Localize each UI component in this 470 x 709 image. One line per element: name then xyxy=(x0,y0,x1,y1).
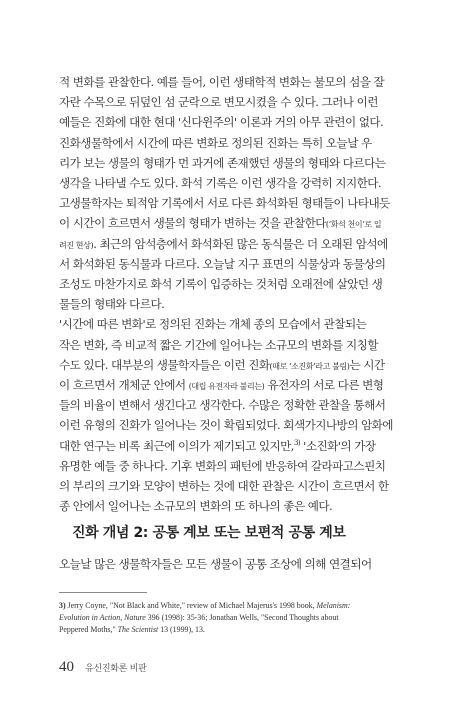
body-line-text: 리가 보는 생물의 형태가 먼 과거에 존재했던 생물의 형태와 다르다는 xyxy=(59,155,386,170)
body-line xyxy=(59,494,411,518)
body-line-text: 생각을 나타낼 수도 있다. 화석 기록은 이런 생각을 강력히 지지한다. xyxy=(59,176,382,190)
body-line-continuation: '소진화'의 가장 xyxy=(300,438,376,453)
body-line-text: 진화생물학에서 시간에 따른 변화로 정의된 진화는 특히 오늘날 우 xyxy=(59,135,372,150)
inline-gloss: (‘화석 천이’로 일 xyxy=(325,220,382,230)
body-line-continuation: 는 시간 xyxy=(349,357,385,372)
footnote-line-2: Evolution in Action, Nature 396 (1998): 35-36; Jonathan Wells, "Second Thoughts about xyxy=(59,613,339,622)
inline-gloss: (때로 ‘소진화’라고 불림) xyxy=(269,361,350,371)
running-title: 유신진화론 비판 xyxy=(85,664,147,674)
body-line-text: 의 부리의 크기와 모양이 변하는 것에 대한 관찰은 시간이 흐르면서 한 xyxy=(59,479,389,493)
page-footer xyxy=(59,656,146,676)
body-line-text: 이 흐르면서 개체군 안에서 xyxy=(59,378,189,392)
body-line-text: 고생물학자는 퇴적암 기록에서 서로 다른 화석화된 형태들이 나타내듯 xyxy=(59,196,390,211)
body-line-text: 유명한 예들 중 하나다. 기후 변화의 패턴에 반응하여 갈라파고스핀치 xyxy=(59,458,386,473)
body-line-text: 이런 유형의 진화가 일어나는 것이 확립되었다. 회색가지나방의 암화에 xyxy=(59,418,393,433)
body-line-text: 예들은 진화에 대한 현대 '신다윈주의' 이론과 거의 아무 관련이 없다. xyxy=(59,115,384,130)
footnote-line-3: Peppered Moths," The Scientist 13 (1999), 13. xyxy=(59,625,205,634)
inline-gloss: (대립 유전자라 불리는) xyxy=(188,382,265,391)
body-line-continuation: 유전자의 서로 다른 변형 xyxy=(264,378,384,392)
body-line-text: 수도 있다. 대부분의 생물학자들은 이런 진화 xyxy=(59,357,270,372)
footnote-reference: 3) xyxy=(293,438,301,447)
footnote-line-1 xyxy=(59,600,419,612)
body-line-text: 조성도 마찬가지로 화석 기록이 입증하는 것처럼 오래전에 살았던 생 xyxy=(59,277,383,291)
body-line-text: 이 시간이 흐르면서 생물의 형태가 변하는 것을 관찰한다 xyxy=(59,216,326,231)
page-number: 40 xyxy=(59,659,74,675)
footnote-text-1: Jerry Coyne, "Not Black and White," review of Michael Majerus's 1998 book, Melanism: xyxy=(65,601,351,610)
inline-gloss: 려진 현상) xyxy=(59,240,94,250)
body-line-text: 자란 수목으로 뒤덮인 섬 군락으로 변모시켰을 수 있다. 그러나 이런 xyxy=(59,95,378,110)
body-line-continuation: . 최근의 암석층에서 화석화된 많은 동식물은 더 오래된 암석에 xyxy=(93,236,388,251)
section-first-line: 오늘날 많은 생물학자들은 모든 생물이 공통 조상에 의해 연결되어 xyxy=(59,557,372,571)
body-line-text: 물들의 형태와 다르다. xyxy=(59,297,165,312)
body-line-text: 종 안에서 일어나는 소규모의 변화의 또 하나의 좋은 예다. xyxy=(59,499,333,514)
body-line-text: 적 변화를 관찰한다. 예를 들어, 이런 생태학적 변화는 불모의 섬을 잘 xyxy=(59,75,385,89)
body-line-text: 들의 비율이 변해서 생긴다고 생각한다. 수많은 정확한 관찰을 통해서 xyxy=(59,398,386,413)
body-line-text: '시간에 따른 변화'로 정의된 진화는 개체 종의 모습에서 관찰되는 xyxy=(59,317,367,332)
body-line-text: 작은 변화, 즉 비교적 짧은 기간에 일어나는 소규모의 변화를 지칭할 xyxy=(59,337,378,352)
body-line-text: 서 화석화된 동식물과 다르다. 오늘날 지구 표면의 식물상과 동물상의 xyxy=(59,256,386,271)
footnote-rule xyxy=(59,592,147,593)
section-heading: 진화 개념 2: 공통 계보 또는 보편적 공통 계보 xyxy=(72,525,346,541)
footnote-number: 3) xyxy=(59,601,66,610)
body-line-text: 대한 연구는 비록 최근에 이의가 제기되고 있지만, xyxy=(59,438,294,453)
